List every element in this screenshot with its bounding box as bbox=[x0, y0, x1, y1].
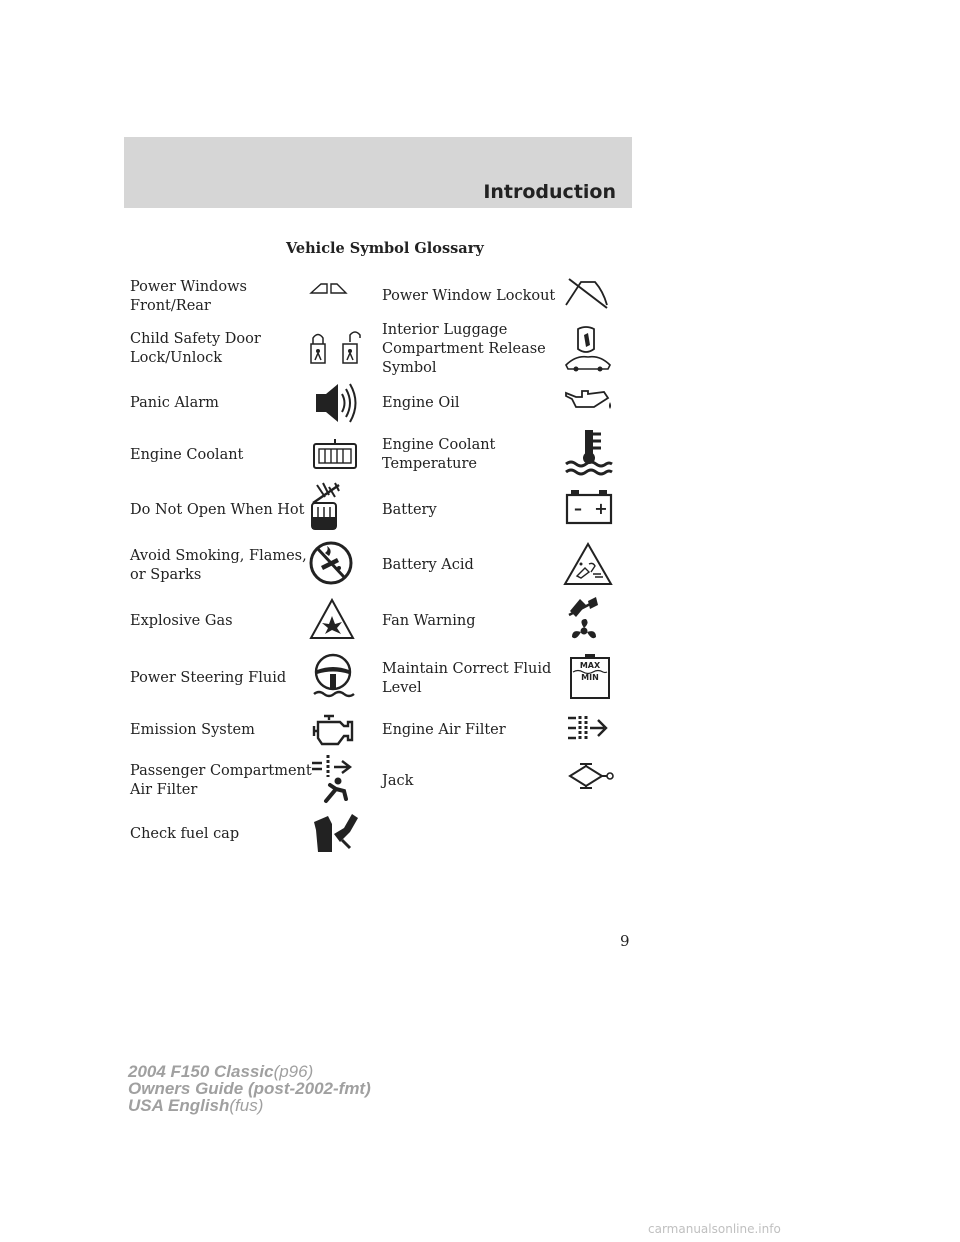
symbol-label: Power Windows Front/Rear bbox=[130, 279, 247, 314]
symbol-label: Interior Luggage Compartment Release Symbol bbox=[382, 322, 546, 376]
steering-fluid-icon bbox=[310, 652, 356, 700]
power-windows-icon bbox=[310, 283, 348, 295]
symbol-label: Power Window Lockout bbox=[382, 288, 556, 304]
horn-icon bbox=[314, 382, 360, 424]
symbol-label: Engine Air Filter bbox=[382, 722, 506, 738]
jack-icon bbox=[566, 763, 614, 789]
symbol-label: Maintain Correct Fluid Level bbox=[382, 661, 552, 696]
symbol-label: Engine Coolant bbox=[130, 447, 244, 463]
fan-warning-icon bbox=[566, 595, 602, 645]
symbol-label: Jack bbox=[382, 773, 414, 789]
radiator-icon bbox=[312, 438, 358, 470]
air-filter-icon bbox=[566, 712, 612, 744]
no-smoking-icon bbox=[309, 540, 353, 586]
section-header-band bbox=[124, 137, 632, 208]
fuel-cap-icon bbox=[310, 812, 360, 854]
svg-text:MIN: MIN bbox=[581, 673, 599, 682]
symbol-label: Passenger Compartment Air Filter bbox=[130, 763, 312, 798]
trunk-release-icon bbox=[564, 325, 612, 373]
battery-icon bbox=[565, 489, 613, 525]
symbol-label: Panic Alarm bbox=[130, 395, 219, 411]
cabin-filter-icon bbox=[310, 753, 356, 805]
explosive-gas-icon bbox=[309, 598, 355, 640]
watermark: carmanualsonline.info bbox=[648, 1222, 781, 1236]
battery-acid-icon bbox=[563, 542, 613, 586]
svg-text:–: – bbox=[574, 499, 582, 518]
page-number: 9 bbox=[620, 932, 630, 950]
svg-text:+: + bbox=[594, 499, 608, 518]
symbol-label: Child Safety Door Lock/Unlock bbox=[130, 331, 261, 366]
symbol-label: Explosive Gas bbox=[130, 613, 233, 629]
power-window-lockout-icon bbox=[563, 277, 611, 309]
coolant-temp-icon bbox=[564, 428, 614, 476]
document-footer: 2004 F150 Classic(p96) Owners Guide (post-2002-fmt) USA English(fus) bbox=[128, 1062, 371, 1115]
child-lock-icon bbox=[308, 330, 362, 368]
symbol-label: Fan Warning bbox=[382, 613, 476, 629]
symbol-label: Check fuel cap bbox=[130, 826, 240, 842]
symbol-label: Avoid Smoking, Flames, or Sparks bbox=[130, 548, 307, 583]
fluid-level-icon bbox=[569, 654, 611, 700]
symbol-label: Emission System bbox=[130, 722, 255, 738]
svg-text:MAX: MAX bbox=[579, 661, 601, 670]
symbol-label: Power Steering Fluid bbox=[130, 670, 287, 686]
symbol-label: Engine Coolant Temperature bbox=[382, 437, 496, 472]
engine-icon bbox=[310, 712, 356, 748]
section-title: Introduction bbox=[483, 181, 616, 203]
oil-can-icon bbox=[564, 385, 614, 411]
symbol-label: Engine Oil bbox=[382, 395, 460, 411]
glossary-title: Vehicle Symbol Glossary bbox=[286, 240, 484, 257]
hot-radiator-icon bbox=[309, 481, 343, 531]
symbol-label: Battery Acid bbox=[382, 557, 474, 573]
symbol-label: Battery bbox=[382, 502, 437, 518]
symbol-label: Do Not Open When Hot bbox=[130, 502, 305, 518]
